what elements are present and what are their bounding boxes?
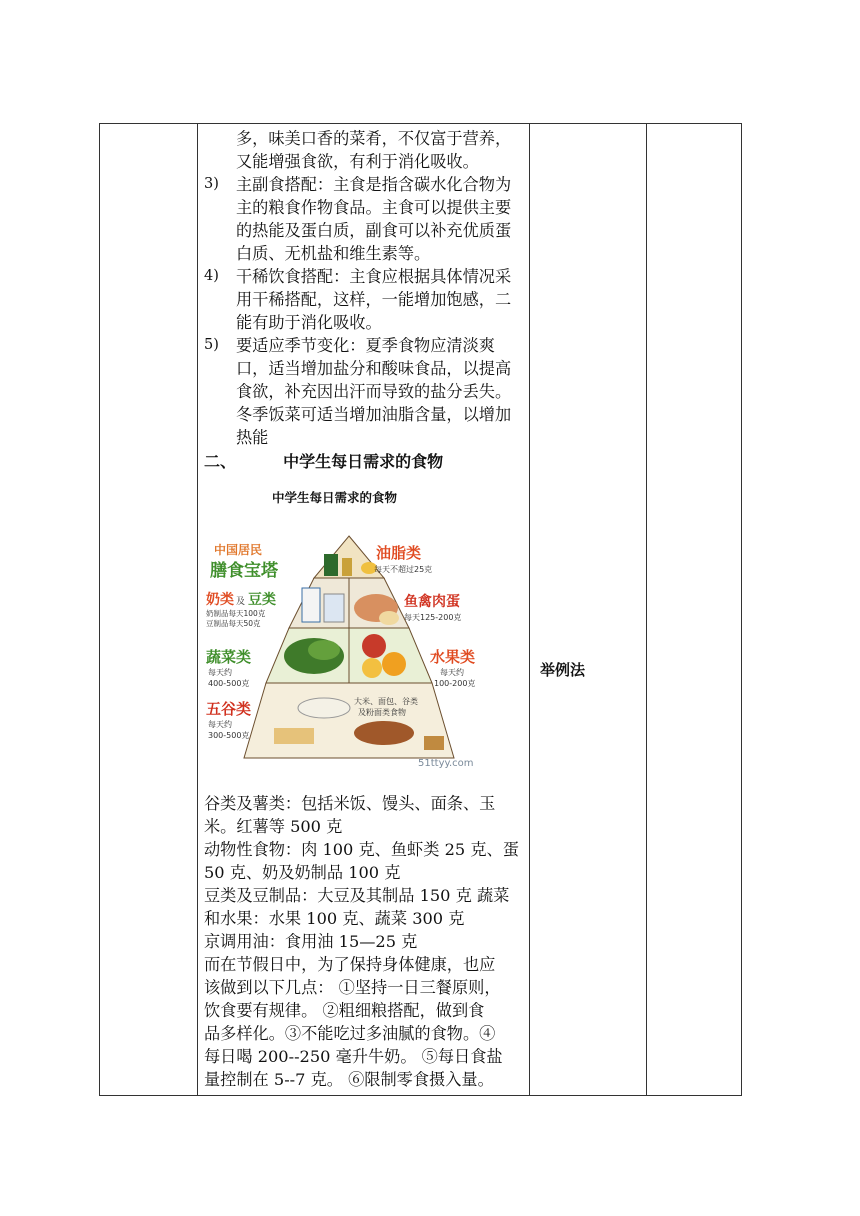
teaching-method: 举例法 (540, 661, 586, 679)
bean-amount: 豆制品每天50克 (206, 619, 261, 628)
milk-label: 奶类 (206, 592, 234, 608)
food-pyramid-image (204, 528, 494, 768)
badge-line: 中国居民 (214, 543, 263, 557)
grain-label: 五谷类 (206, 700, 252, 718)
meat-label: 鱼禽肉蛋 (404, 594, 460, 610)
list-line: 热能 (236, 428, 269, 447)
body-line: 动物性食物：肉 100 克、鱼虾类 25 克、蛋 (204, 840, 519, 859)
section-title: 中学生每日需求的食物 (283, 452, 444, 471)
body-line: 而在节假日中，为了保持身体健康，也应 (204, 955, 496, 974)
column-divider (529, 124, 530, 1095)
body-line: 米。红薯等 500 克 (204, 817, 343, 836)
fruit-label: 水果类 (430, 648, 476, 666)
grain-desc: 及粉面类食物 (358, 708, 406, 717)
section-heading (204, 450, 443, 473)
list-number: 5) (204, 337, 219, 353)
body-line: 和水果：水果 100 克、蔬菜 300 克 (204, 909, 465, 928)
watermark-text: 51ttyy.com (418, 758, 474, 768)
body-line: 50 克、奶及奶制品 100 克 (204, 863, 401, 882)
grain-amount: 300-500克 (208, 731, 250, 740)
list-line: 主副食搭配：主食是指含碳水化合物为 (236, 175, 512, 194)
body-line: 豆类及豆制品：大豆及其制品 150 克 蔬菜 (204, 886, 510, 905)
list-line: 食欲，补充因出汗而导致的盐分丢失。 (236, 382, 512, 401)
list-line: 口，适当增加盐分和酸味食品，以提高 (236, 359, 512, 378)
list-line: 能有助于消化吸收。 (236, 313, 382, 332)
body-line: 京调用油：食用油 15—25 克 (204, 932, 418, 951)
veg-label: 蔬菜类 (206, 648, 252, 666)
veg-amount: 每天约 (208, 668, 232, 677)
list-line: 要适应季节变化：夏季食物应清淡爽 (236, 336, 495, 355)
pyramid-title: 中学生每日需求的食物 (272, 490, 398, 505)
bean-label: 豆类 (248, 592, 276, 608)
milk-amount: 奶制品每天100克 (206, 609, 266, 618)
column-divider (646, 124, 647, 1095)
list-number: 3) (204, 176, 219, 192)
body-line: 品多样化。③不能吃过多油腻的食物。④ (204, 1024, 496, 1043)
list-line: 用干稀搭配，这样，一能增加饱感，二 (236, 290, 512, 309)
list-number: 4) (204, 268, 219, 284)
list-line: 多，味美口香的菜肴，不仅富于营养， (236, 129, 512, 148)
column-divider (197, 124, 198, 1095)
list-line: 主的粮食作物食品。主食可以提供主要 (236, 198, 512, 217)
list-line: 又能增强食欲，有利于消化吸收。 (236, 152, 479, 171)
body-line: 谷类及薯类：包括米饭、馒头、面条、玉 (204, 794, 496, 813)
fruit-amount: 每天约 (440, 668, 464, 677)
body-line: 饮食要有规律。 ②粗细粮搭配，做到食 (204, 1001, 485, 1020)
meat-amount: 每天125-200克 (404, 613, 462, 622)
grain-desc: 大米、面包、谷类 (354, 697, 418, 706)
list-line: 的热能及蛋白质，副食可以补充优质蛋 (236, 221, 512, 240)
oil-label: 油脂类 (376, 544, 422, 562)
list-line: 冬季饭菜可适当增加油脂含量，以增加 (236, 405, 512, 424)
section-number: 二、 (204, 452, 237, 471)
badge-line: 膳食宝塔 (210, 561, 278, 581)
fruit-amount: 100-200克 (434, 679, 476, 688)
veg-amount: 400-500克 (208, 679, 250, 688)
grain-amount: 每天约 (208, 720, 232, 729)
milk-and: 及 (236, 597, 246, 607)
list-line: 白质、无机盐和维生素等。 (236, 244, 431, 263)
body-line: 量控制在 5--7 克。 ⑥限制零食摄入量。 (204, 1070, 494, 1089)
list-line: 干稀饮食搭配：主食应根据具体情况采 (236, 267, 512, 286)
body-line: 每日喝 200--250 毫升牛奶。 ⑤每日食盐 (204, 1047, 503, 1066)
body-line: 该做到以下几点： ①坚持一日三餐原则， (204, 978, 501, 997)
lesson-table (99, 123, 742, 1096)
oil-amount: 每天不超过25克 (374, 565, 433, 574)
